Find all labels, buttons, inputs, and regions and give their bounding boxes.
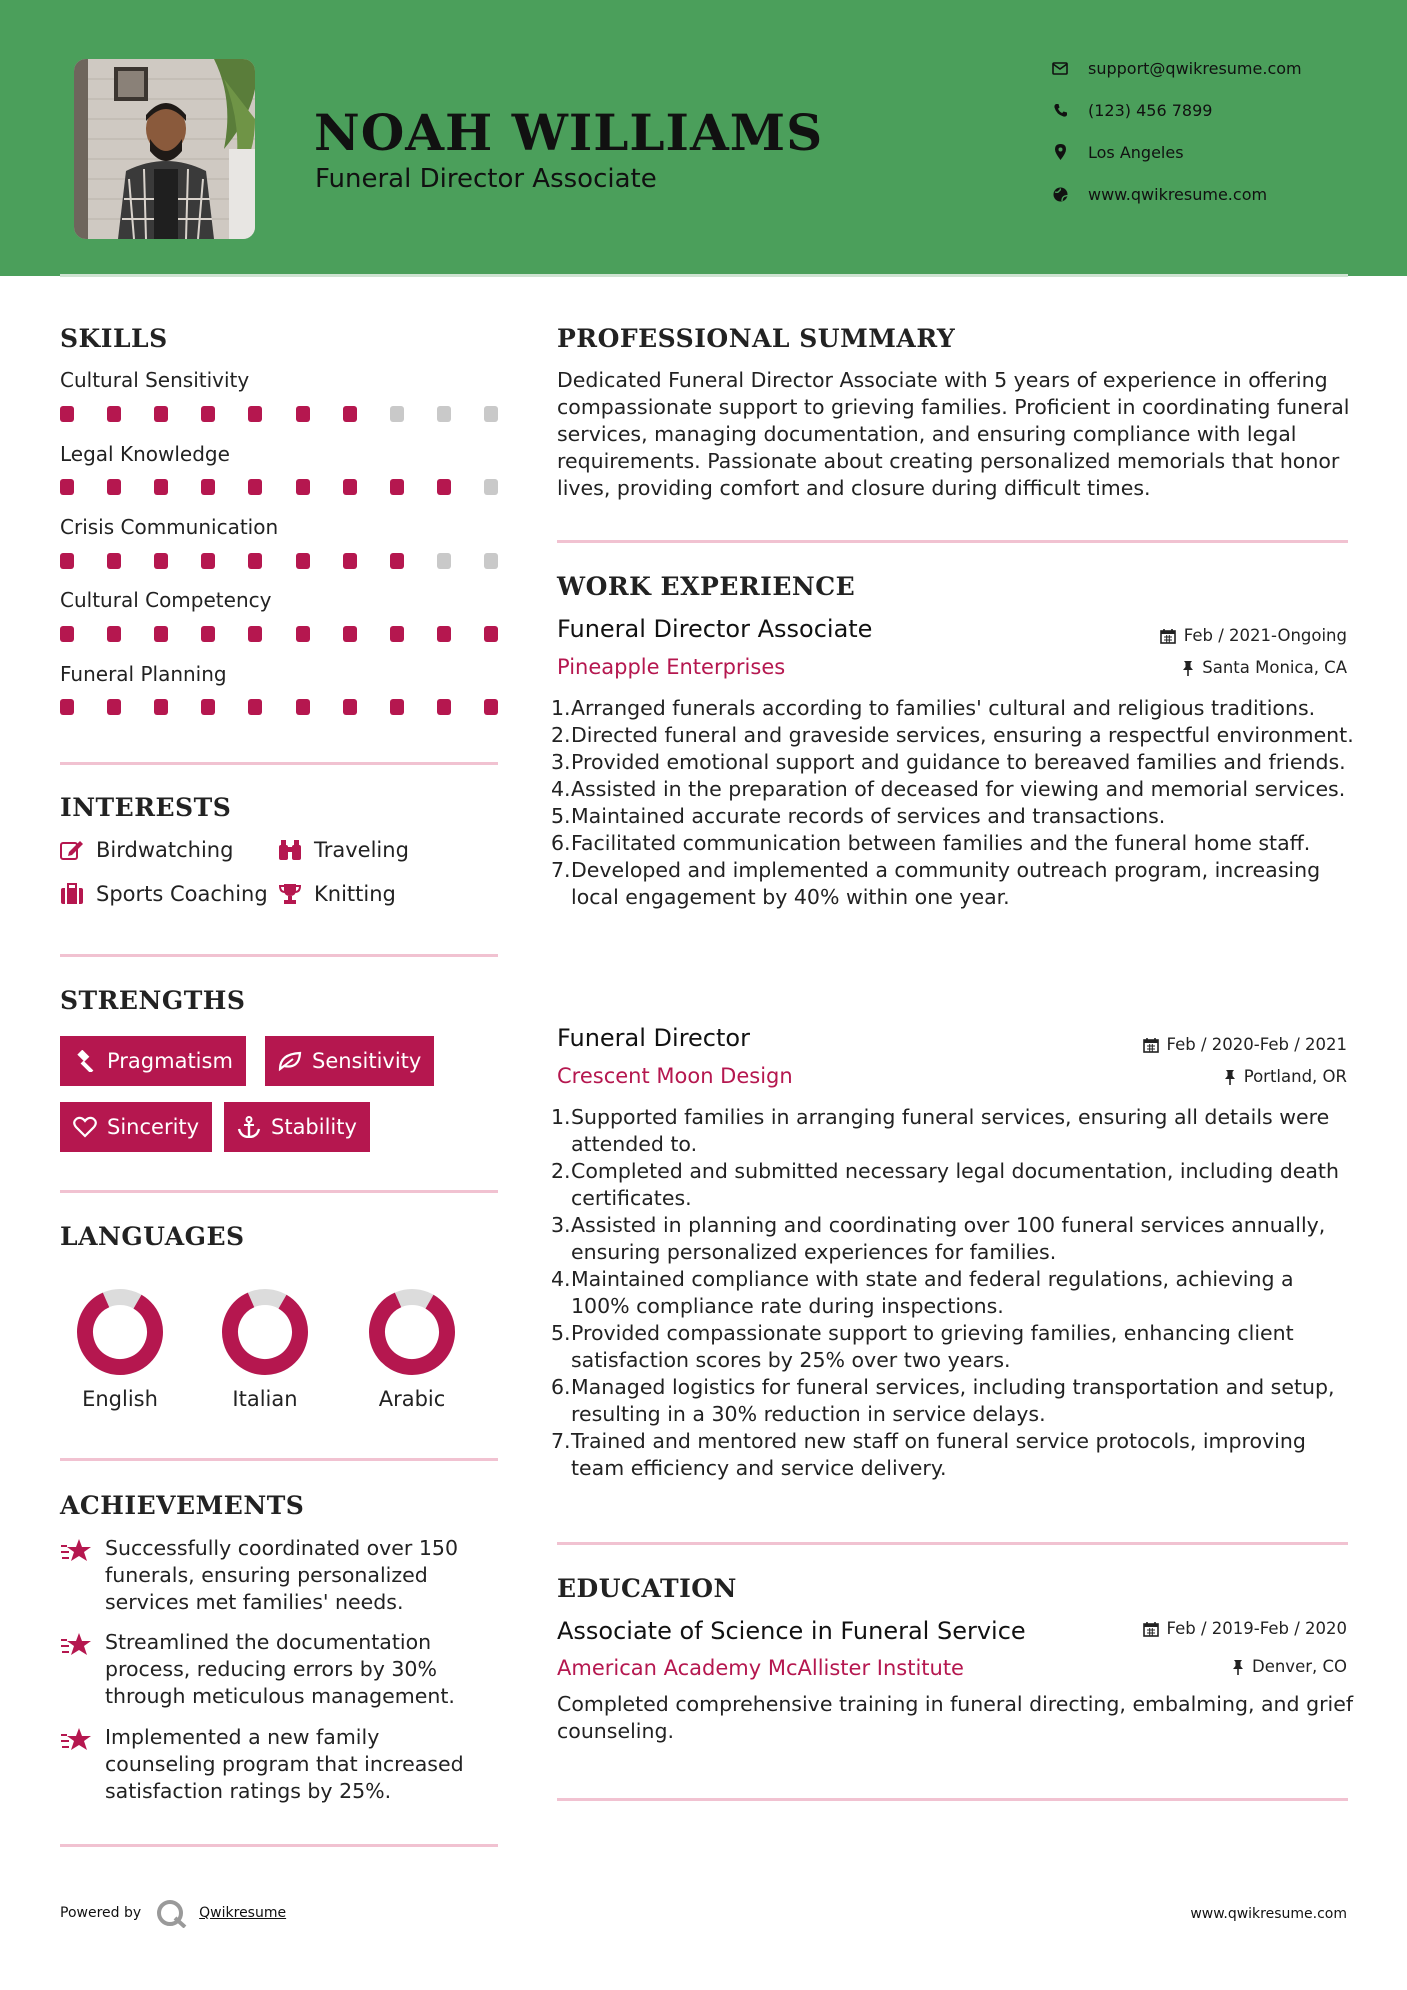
- contact-email[interactable]: [1050, 58, 1302, 78]
- job-bullet: [551, 1320, 1357, 1374]
- job-dates-text: Feb / 2021-Ongoing: [1183, 626, 1347, 645]
- language-ring: [200, 1282, 330, 1386]
- interest-item: [60, 882, 268, 906]
- bullet-number: 7.: [551, 858, 571, 882]
- contact-phone-text: (123) 456 7899: [1088, 100, 1213, 120]
- contact-location: [1050, 142, 1184, 162]
- skill-dot-filled: [437, 626, 451, 642]
- strength-tag: [224, 1102, 370, 1152]
- skill-name: Legal Knowledge: [60, 442, 230, 466]
- job-bullet: [551, 749, 1357, 776]
- anchor-icon: [237, 1116, 261, 1138]
- section-divider: [60, 954, 498, 957]
- skill-dot-filled: [107, 479, 121, 495]
- skill-dot-filled: [296, 626, 310, 642]
- skill-rating: [60, 479, 498, 495]
- job-bullet: [551, 857, 1357, 911]
- education-heading: EDUCATION: [557, 1574, 737, 1603]
- language-ring: [55, 1282, 185, 1386]
- bullet-number: 4.: [551, 1267, 571, 1291]
- star-award-icon: [60, 1632, 92, 1662]
- interest-item: [60, 838, 233, 862]
- bullet-text: Managed logistics for funeral services, including transportation and setup, resulting in a 30% reduction in service delays.: [571, 1375, 1335, 1426]
- section-divider: [557, 540, 1348, 543]
- footer-website[interactable]: www.qwikresume.com: [1190, 1906, 1347, 1922]
- skill-dot-filled: [154, 699, 168, 715]
- strength-label: Pragmatism: [107, 1049, 233, 1073]
- experience-heading: WORK EXPERIENCE: [557, 572, 856, 601]
- bullet-text: Developed and implemented a community outreach program, increasing local engagement by 40% within one year.: [571, 858, 1321, 909]
- education-location: [1232, 1657, 1347, 1676]
- company-name: Pineapple Enterprises: [557, 655, 786, 679]
- education-location-text: Denver, CO: [1251, 1657, 1347, 1676]
- achievement-text: Implemented a new family counseling program that increased satisfaction ratings by 25%.: [105, 1725, 464, 1803]
- skill-dot-filled: [107, 626, 121, 642]
- skill-dot-filled: [201, 406, 215, 422]
- bullet-text: Arranged funerals according to families' cultural and religious traditions.: [571, 696, 1316, 720]
- bullet-text: Assisted in the preparation of deceased for viewing and memorial services.: [571, 777, 1346, 801]
- skill-dot-filled: [248, 406, 262, 422]
- bullet-number: 3.: [551, 750, 571, 774]
- job-location-text: Santa Monica, CA: [1202, 658, 1347, 677]
- bullet-number: 2.: [551, 723, 571, 747]
- skill-dot-filled: [343, 406, 357, 422]
- achievement-text: Successfully coordinated over 150 funerals, ensuring personalized services met families' needs.: [105, 1536, 458, 1614]
- job-bullet: [551, 776, 1357, 803]
- school-name: American Academy McAllister Institute: [557, 1656, 964, 1680]
- education-dates: [1143, 1619, 1347, 1638]
- star-award-icon: [60, 1727, 92, 1757]
- skill-dot-filled: [437, 479, 451, 495]
- language-level-ring: [70, 1282, 170, 1382]
- achievement-text: Streamlined the documentation process, reducing errors by 30% through meticulous management.: [105, 1630, 455, 1708]
- section-divider: [60, 1458, 498, 1461]
- job-dates: [1160, 626, 1347, 645]
- strength-tag: [60, 1036, 246, 1086]
- skill-dot-filled: [390, 626, 404, 642]
- skill-dot-filled: [296, 479, 310, 495]
- bullet-number: 5.: [551, 804, 571, 828]
- summary-heading: PROFESSIONAL SUMMARY: [557, 324, 956, 353]
- job-bullet: [551, 803, 1357, 830]
- contact-website-text[interactable]: www.qwikresume.com: [1088, 184, 1268, 204]
- skill-dot-filled: [343, 699, 357, 715]
- leaf-icon: [278, 1050, 302, 1072]
- skill-dot-empty: [390, 406, 404, 422]
- bullet-text: Assisted in planning and coordinating over 100 funeral services annually, ensuring personalized experiences for families.: [571, 1213, 1326, 1264]
- skill-dot-empty: [484, 406, 498, 422]
- footer-powered-by: [60, 1898, 286, 1928]
- job-bullets: [551, 695, 1357, 911]
- star-award-icon: [60, 1538, 92, 1568]
- strengths-heading: STRENGTHS: [60, 986, 246, 1015]
- skill-dot-filled: [60, 699, 74, 715]
- job-bullet: [551, 695, 1357, 722]
- language-ring: [347, 1282, 477, 1386]
- bullet-number: 5.: [551, 1321, 571, 1345]
- suitcase-icon: [60, 883, 84, 905]
- skill-dot-filled: [60, 553, 74, 569]
- resume-header: [0, 0, 1407, 276]
- candidate-name: NOAH WILLIAMS: [314, 103, 824, 162]
- pushpin-icon: [1232, 1659, 1244, 1675]
- skill-dot-filled: [154, 626, 168, 642]
- phone-icon: [1050, 100, 1070, 120]
- interest-label: Knitting: [314, 882, 396, 906]
- languages-heading: LANGUAGES: [60, 1222, 245, 1251]
- job-title: Funeral Director Associate: [557, 615, 873, 643]
- skill-dot-filled: [390, 553, 404, 569]
- skill-rating: [60, 406, 498, 422]
- language-level-ring: [215, 1282, 315, 1382]
- skill-rating: [60, 553, 498, 569]
- calendar-icon: [1160, 628, 1176, 644]
- skill-dot-filled: [248, 479, 262, 495]
- bullet-number: 2.: [551, 1159, 571, 1183]
- skill-dot-empty: [484, 553, 498, 569]
- pushpin-icon: [1224, 1069, 1236, 1085]
- skill-dot-filled: [296, 553, 310, 569]
- calendar-icon: [1143, 1621, 1159, 1637]
- job-bullet: [551, 1104, 1357, 1158]
- skill-dot-filled: [484, 699, 498, 715]
- interest-item: [278, 838, 409, 862]
- summary-text: Dedicated Funeral Director Associate with 5 years of experience in offering compassionate support to grieving families. Proficient in coordinating funeral services, managing documentation, and ensuring compliance with legal requirements. Passionate about creating personalized memorials that honor lives, providing comfort and closure during difficult times.: [557, 368, 1350, 500]
- education-dates-text: Feb / 2019-Feb / 2020: [1166, 1619, 1347, 1638]
- profile-photo: [74, 59, 255, 239]
- skill-dot-filled: [107, 406, 121, 422]
- bullet-number: 1.: [551, 696, 571, 720]
- bullet-number: 1.: [551, 1105, 571, 1129]
- skill-name: Cultural Sensitivity: [60, 368, 250, 392]
- map-pin-icon: [1050, 142, 1070, 162]
- strength-tag: [60, 1102, 212, 1152]
- qwikresume-logo-icon: [155, 1898, 189, 1928]
- section-divider: [60, 1844, 498, 1847]
- powered-by-label: Powered by: [60, 1905, 142, 1921]
- bullet-number: 4.: [551, 777, 571, 801]
- bullet-text: Maintained accurate records of services and transactions.: [571, 804, 1166, 828]
- language-level-ring: [362, 1282, 462, 1382]
- edit-icon: [60, 839, 84, 861]
- skill-dot-filled: [154, 479, 168, 495]
- job-dates: [1143, 1035, 1347, 1054]
- education-description: Completed comprehensive training in funeral directing, embalming, and grief counseling.: [557, 1692, 1354, 1743]
- interest-label: Birdwatching: [96, 838, 234, 862]
- gavel-icon: [73, 1050, 97, 1072]
- skill-dot-filled: [60, 406, 74, 422]
- section-divider: [60, 1190, 498, 1193]
- skill-dot-empty: [437, 406, 451, 422]
- job-title: Funeral Director: [557, 1024, 750, 1052]
- bullet-text: Completed and submitted necessary legal documentation, including death certificates.: [571, 1159, 1339, 1210]
- bullet-number: 6.: [551, 1375, 571, 1399]
- bullet-number: 6.: [551, 831, 571, 855]
- skill-dot-filled: [201, 699, 215, 715]
- interest-item: [278, 882, 396, 906]
- strength-label: Sincerity: [107, 1115, 200, 1139]
- degree-title: Associate of Science in Funeral Service: [557, 1617, 1026, 1645]
- job-bullet: [551, 1428, 1357, 1482]
- trophy-icon: [278, 883, 302, 905]
- skill-dot-filled: [154, 553, 168, 569]
- skill-name: Funeral Planning: [60, 662, 227, 686]
- skill-name: Cultural Competency: [60, 588, 272, 612]
- skill-dot-filled: [107, 553, 121, 569]
- bullet-text: Trained and mentored new staff on funeral service protocols, improving team efficiency and service delivery.: [571, 1429, 1306, 1480]
- interest-label: Traveling: [314, 838, 409, 862]
- bullet-text: Supported families in arranging funeral services, ensuring all details were attended to.: [571, 1105, 1330, 1156]
- job-dates-text: Feb / 2020-Feb / 2021: [1166, 1035, 1347, 1054]
- job-bullets: [551, 1104, 1357, 1482]
- contact-website[interactable]: [1050, 184, 1267, 204]
- skill-dot-filled: [484, 626, 498, 642]
- skill-dot-filled: [248, 626, 262, 642]
- calendar-icon: [1143, 1037, 1159, 1053]
- job-bullet: [551, 1212, 1357, 1266]
- skill-dot-filled: [201, 479, 215, 495]
- skill-rating: [60, 699, 498, 715]
- skill-dot-filled: [107, 699, 121, 715]
- strength-tag: [265, 1036, 434, 1086]
- qwikresume-link[interactable]: Qwikresume: [199, 1905, 287, 1921]
- skill-dot-filled: [60, 479, 74, 495]
- skill-dot-filled: [437, 699, 451, 715]
- section-divider: [557, 1542, 1348, 1545]
- skill-dot-filled: [201, 626, 215, 642]
- skill-dot-filled: [248, 699, 262, 715]
- skill-dot-filled: [248, 553, 262, 569]
- skill-dot-filled: [201, 553, 215, 569]
- skill-rating: [60, 626, 498, 642]
- skill-dot-filled: [343, 553, 357, 569]
- job-bullet: [551, 1158, 1357, 1212]
- bullet-text: Facilitated communication between families and the funeral home staff.: [571, 831, 1311, 855]
- skill-dot-filled: [296, 699, 310, 715]
- skills-heading: SKILLS: [60, 324, 168, 353]
- job-location: [1224, 1067, 1347, 1086]
- job-location-text: Portland, OR: [1243, 1067, 1347, 1086]
- section-divider: [60, 762, 498, 765]
- strength-label: Stability: [271, 1115, 357, 1139]
- skill-dot-filled: [154, 406, 168, 422]
- binoculars-icon: [278, 839, 302, 861]
- job-bullet: [551, 722, 1357, 749]
- bullet-number: 3.: [551, 1213, 571, 1237]
- skill-dot-filled: [343, 626, 357, 642]
- header-divider: [60, 274, 1348, 277]
- contact-location-text: Los Angeles: [1088, 142, 1184, 162]
- skill-dot-filled: [390, 479, 404, 495]
- job-bullet: [551, 830, 1357, 857]
- pushpin-icon: [1182, 660, 1194, 676]
- candidate-title: Funeral Director Associate: [315, 164, 657, 194]
- skill-dot-filled: [296, 406, 310, 422]
- job-bullet: [551, 1266, 1357, 1320]
- bullet-number: 7.: [551, 1429, 571, 1453]
- skill-dot-empty: [437, 553, 451, 569]
- job-location: [1182, 658, 1347, 677]
- skill-name: Crisis Communication: [60, 515, 279, 539]
- job-bullet: [551, 1374, 1357, 1428]
- heart-icon: [73, 1116, 97, 1138]
- bullet-text: Provided emotional support and guidance to bereaved families and friends.: [571, 750, 1346, 774]
- contact-phone: [1050, 100, 1212, 120]
- bullet-text: Provided compassionate support to grieving families, enhancing client satisfaction scores by 25% over two years.: [571, 1321, 1294, 1372]
- skill-dot-filled: [390, 699, 404, 715]
- interests-heading: INTERESTS: [60, 793, 232, 822]
- language-name: English: [82, 1387, 158, 1411]
- section-divider: [557, 1798, 1348, 1801]
- contact-email-text[interactable]: support@qwikresume.com: [1088, 58, 1302, 78]
- skill-dot-filled: [60, 626, 74, 642]
- strength-label: Sensitivity: [312, 1049, 422, 1073]
- globe-icon: [1050, 184, 1070, 204]
- bullet-text: Directed funeral and graveside services, ensuring a respectful environment.: [571, 723, 1354, 747]
- achievements-heading: ACHIEVEMENTS: [60, 1491, 305, 1520]
- skill-dot-filled: [343, 479, 357, 495]
- envelope-icon: [1050, 58, 1070, 78]
- interest-label: Sports Coaching: [96, 882, 268, 906]
- bullet-text: Maintained compliance with state and federal regulations, achieving a 100% compliance rate during inspections.: [571, 1267, 1294, 1318]
- company-name: Crescent Moon Design: [557, 1064, 793, 1088]
- language-name: Italian: [232, 1387, 298, 1411]
- skill-dot-empty: [484, 479, 498, 495]
- language-name: Arabic: [378, 1387, 446, 1411]
